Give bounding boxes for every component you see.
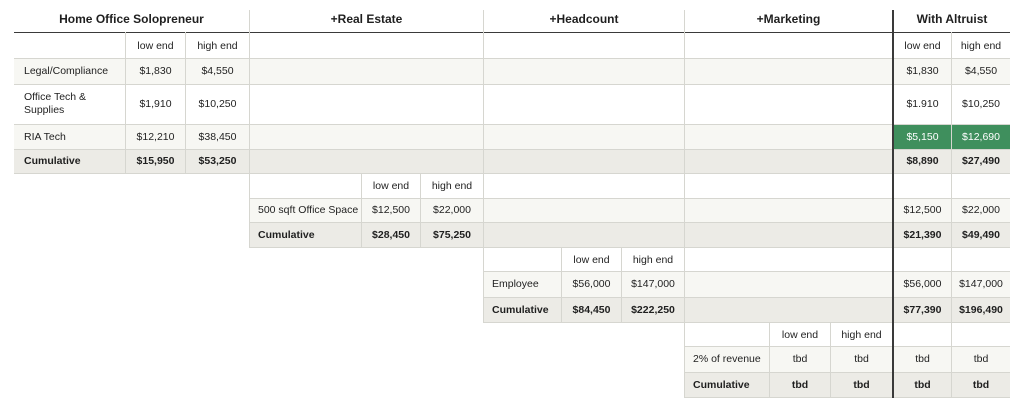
cumulative-low: $28,450	[372, 228, 410, 241]
cell-high: $10,250	[198, 98, 237, 110]
altruist-cumulative-high: tbd	[972, 378, 990, 391]
altruist-low: $1,830	[906, 65, 939, 77]
cumulative-label: Cumulative	[24, 155, 81, 167]
altruist-high-highlight: $12,690	[962, 130, 1000, 143]
cell-low: tbd	[792, 353, 808, 365]
altruist-cumulative-high: $196,490	[959, 303, 1003, 316]
altruist-low-highlight: $5,150	[906, 130, 939, 143]
header-altruist: With Altruist	[916, 12, 988, 26]
cumulative-high: $222,250	[631, 303, 675, 316]
subheader-high-end: high end	[431, 180, 473, 192]
altruist-low: $1.910	[906, 98, 939, 110]
header-real-estate: +Real Estate	[330, 12, 403, 26]
cell-high: tbd	[854, 353, 869, 365]
cell-high: $38,450	[198, 130, 237, 143]
cumulative-label: Cumulative	[258, 228, 315, 241]
cumulative-label: Cumulative	[492, 303, 549, 316]
altruist-cumulative-low: $8,890	[906, 155, 939, 167]
altruist-cumulative-low: $77,390	[903, 303, 942, 316]
cell-low: $1,910	[139, 98, 172, 110]
altruist-cumulative-high: $49,490	[962, 228, 1000, 241]
altruist-low: $12,500	[903, 204, 942, 216]
subheader-high-end: high end	[197, 39, 238, 52]
cell-low: $1,830	[139, 65, 172, 77]
header-home-office: Home Office Solopreneur	[59, 12, 204, 26]
row-label: 2% of revenue	[693, 353, 761, 365]
row-label: 500 sqft Office Space	[258, 204, 359, 216]
grid-line	[684, 397, 1010, 398]
subheader-high-end: high end	[960, 39, 1002, 52]
row-label: Employee	[492, 278, 539, 290]
grid-line	[684, 10, 685, 398]
subheader-low-end: low end	[781, 328, 819, 341]
row-label: Office Tech & Supplies	[24, 91, 87, 116]
row-label: RIA Tech	[24, 130, 66, 143]
cell-high: $22,000	[433, 204, 471, 216]
cumulative-high: tbd	[853, 378, 870, 391]
subheader-high-end: high end	[632, 253, 674, 266]
cumulative-low: tbd	[791, 378, 809, 391]
grid-line	[484, 322, 1010, 323]
subheader-low-end: low end	[372, 180, 410, 192]
cumulative-high: $75,250	[433, 228, 471, 241]
altruist-high: $147,000	[959, 278, 1003, 290]
cumulative-high: $53,250	[198, 155, 237, 167]
cell-low: $12,210	[136, 130, 175, 143]
cell-low: $12,500	[372, 204, 410, 216]
subheader-low-end: low end	[137, 39, 174, 52]
altruist-high: tbd	[973, 353, 989, 365]
altruist-low: tbd	[915, 353, 930, 365]
altruist-high: $4,550	[964, 65, 998, 77]
altruist-cumulative-low: $21,390	[903, 228, 942, 241]
grid-line	[14, 173, 1010, 174]
altruist-cumulative-low: tbd	[914, 378, 931, 391]
cumulative-label: Cumulative	[693, 378, 750, 391]
cell-low: $56,000	[572, 278, 611, 290]
subheader-high-end: high end	[841, 328, 882, 341]
subheader-low-end: low end	[573, 253, 610, 266]
altruist-cumulative-high: $27,490	[962, 155, 1000, 167]
altruist-low: $56,000	[903, 278, 942, 290]
subheader-low-end: low end	[904, 39, 941, 52]
cumulative-low: $84,450	[572, 303, 611, 316]
cell-high: $147,000	[631, 278, 675, 290]
cumulative-low: $15,950	[136, 155, 175, 167]
header-headcount: +Headcount	[549, 12, 619, 26]
row-label: Legal/Compliance	[24, 65, 109, 77]
altruist-high: $10,250	[962, 98, 1000, 110]
cell-high: $4,550	[201, 65, 234, 77]
altruist-high: $22,000	[962, 204, 1000, 216]
header-marketing: +Marketing	[756, 12, 821, 26]
